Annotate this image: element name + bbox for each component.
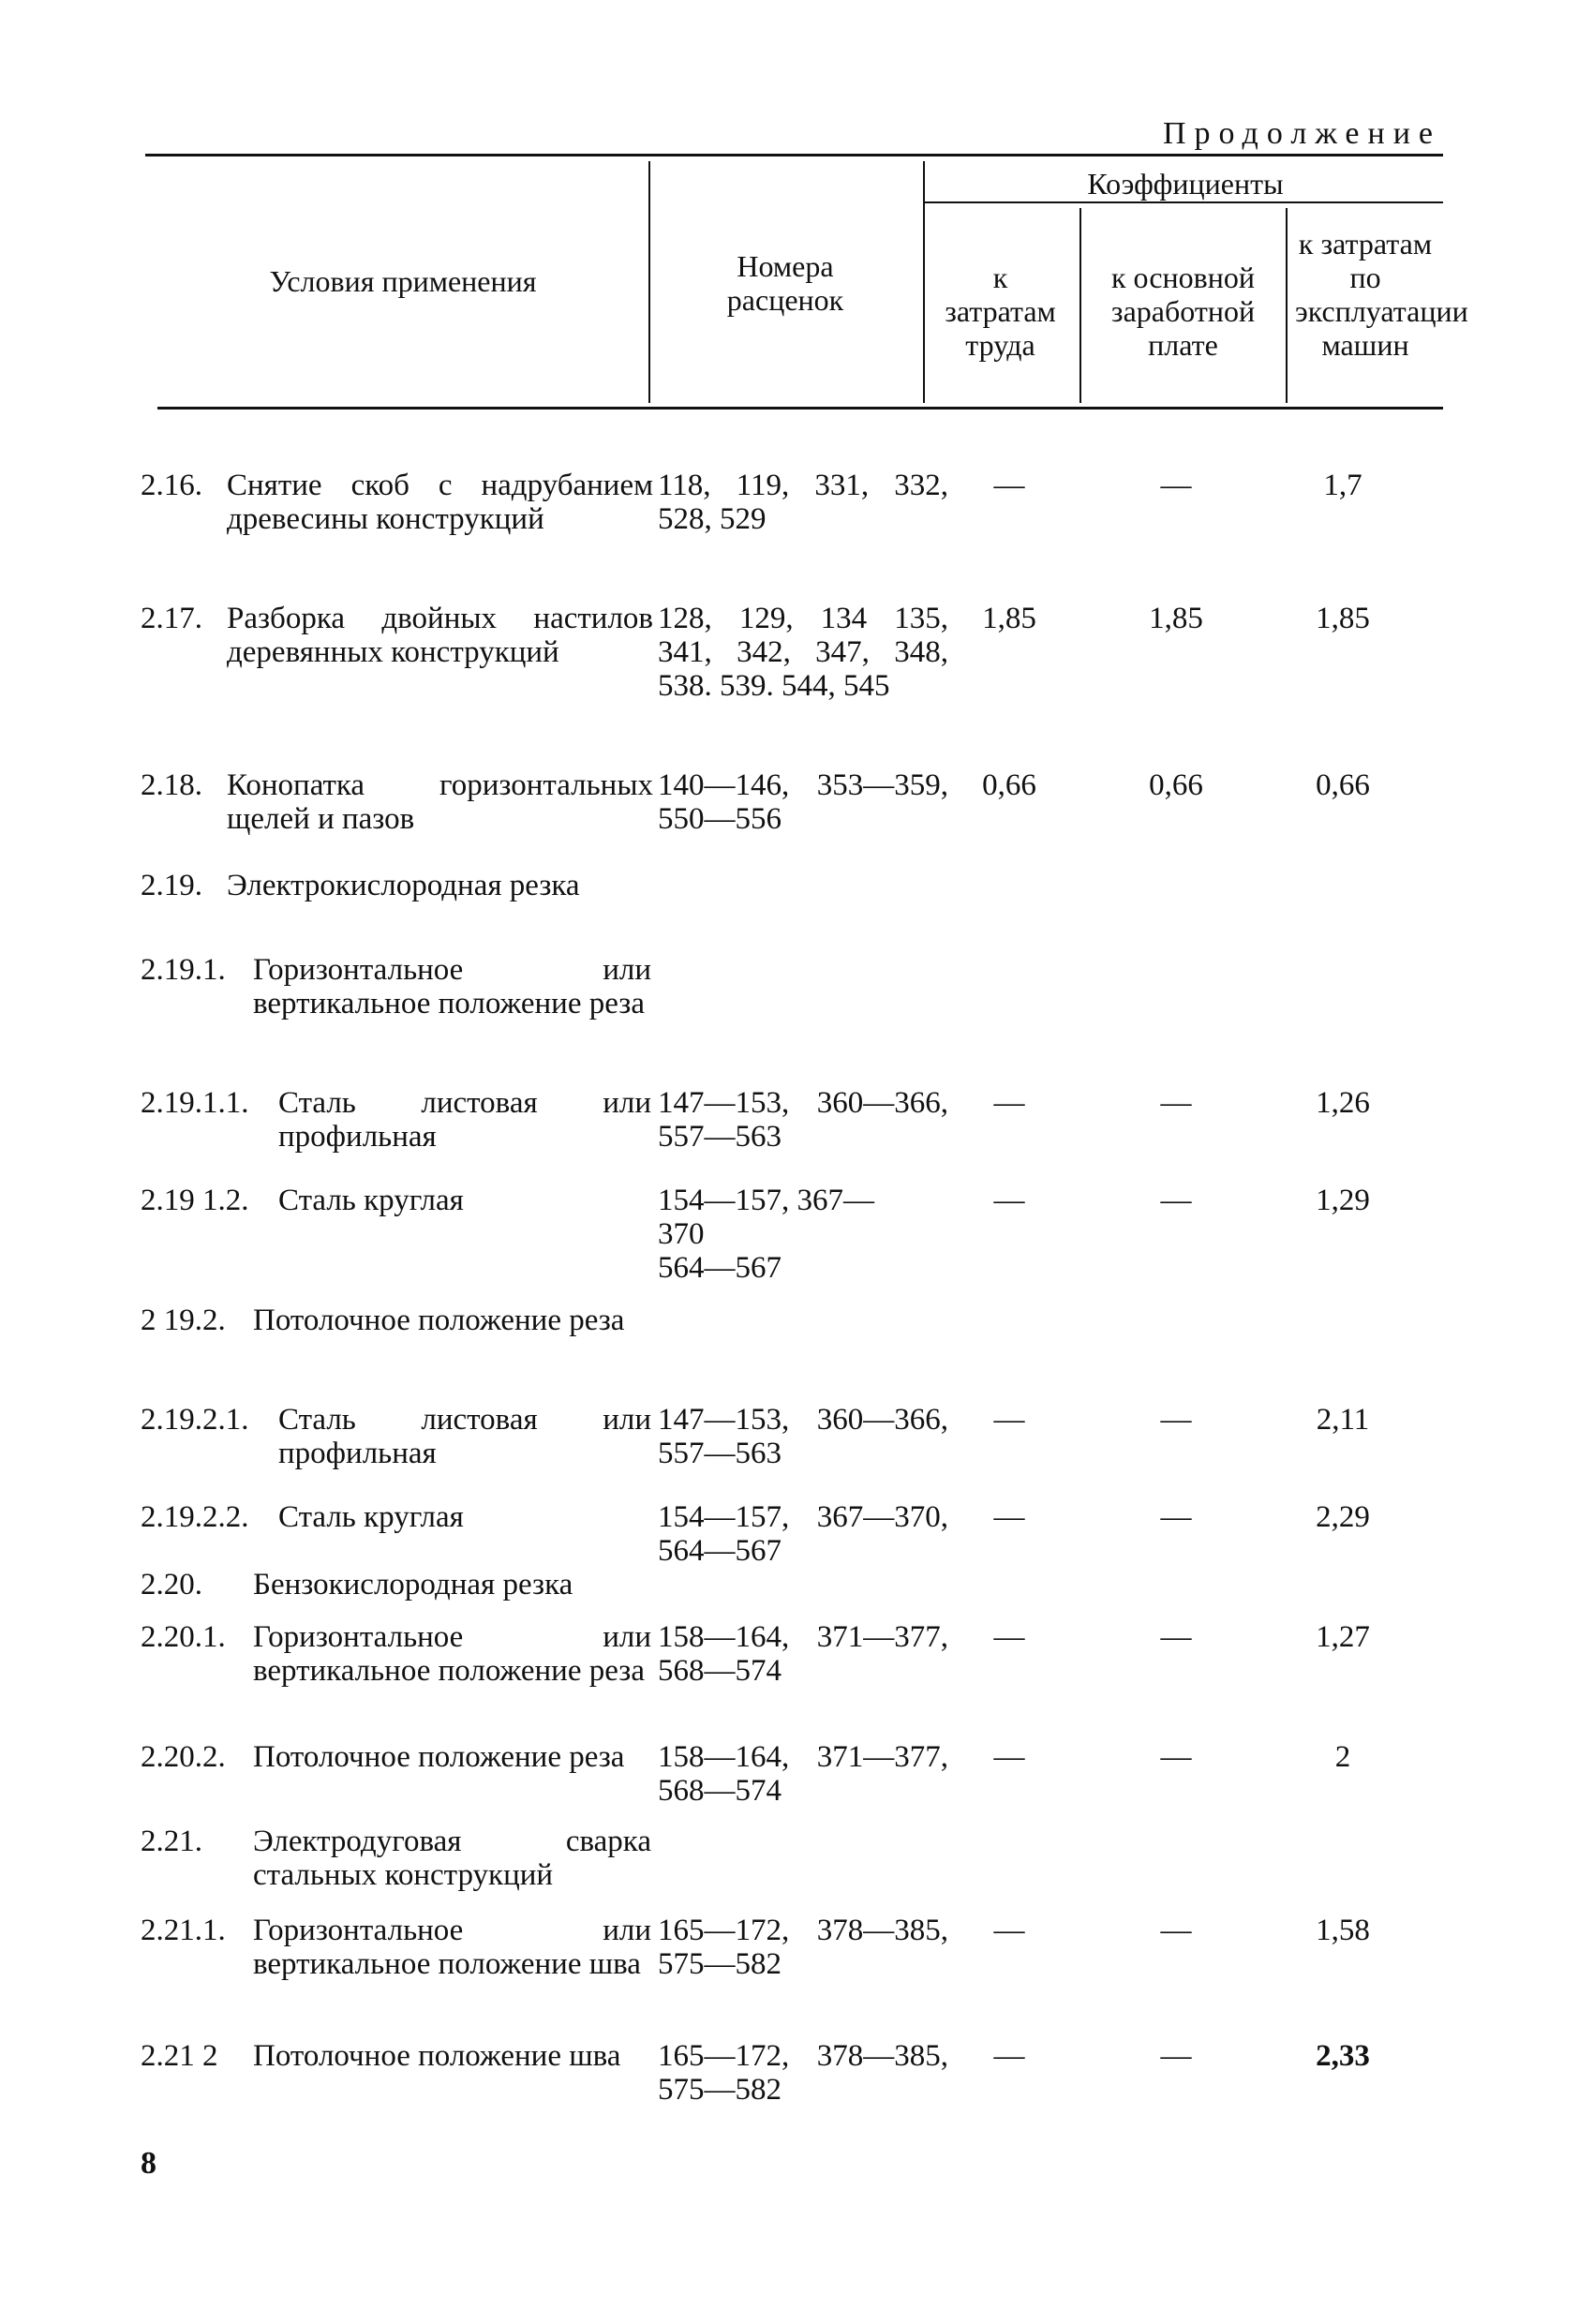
row-number: 2.19.1.1.	[141, 1086, 249, 1120]
row-number: 2.19.1.	[141, 953, 226, 987]
coef-wage: 1,85	[1149, 602, 1203, 635]
page-number: 8	[141, 2146, 156, 2181]
row-number: 2.20.2.	[141, 1740, 226, 1774]
coef-wage: —	[1160, 1500, 1192, 1534]
row-number: 2.21 2	[141, 2039, 218, 2073]
header-condition: Условия применения	[269, 264, 537, 298]
row-number: 2.19.2.2.	[141, 1500, 249, 1534]
row-number: 2.21.1.	[141, 1914, 226, 1947]
header-codes: Номера расценок	[726, 249, 844, 317]
header-wage: к основной заработной плате	[1110, 261, 1256, 362]
coef-labor: 1,85	[982, 602, 1036, 635]
table-row	[136, 1568, 1448, 1620]
row-condition: Электродуговая сварка стальных конструкций	[253, 1825, 651, 1892]
row-condition: Горизонтальное или вертикальное положение реза	[253, 1620, 651, 1688]
row-condition: Горизонтальное или вертикальное положение шва	[253, 1914, 651, 1981]
table-row	[136, 768, 1448, 869]
table-row	[136, 1304, 1448, 1403]
row-condition: Сталь круглая	[278, 1184, 464, 1217]
coef-labor: —	[993, 469, 1025, 502]
table-row	[136, 1740, 1448, 1825]
table-row	[136, 1914, 1448, 2039]
coef-machine: 1,58	[1316, 1914, 1370, 1947]
table-row	[136, 1825, 1448, 1914]
table-row	[136, 1086, 1448, 1184]
vline-3	[1079, 208, 1081, 403]
row-codes: 158—164, 371—377, 568—574	[658, 1740, 948, 1808]
coef-wage: —	[1160, 1184, 1192, 1217]
coef-wage: 0,66	[1149, 768, 1203, 802]
continuation-label: Продолжение	[1162, 116, 1441, 151]
coef-wage: —	[1160, 1086, 1192, 1120]
table-row	[136, 1620, 1448, 1740]
row-condition: Потолочное положение шва	[253, 2039, 621, 2073]
row-codes: 165—172, 378—385, 575—582	[658, 2039, 948, 2107]
table-row	[136, 469, 1448, 602]
row-number: 2.16.	[141, 469, 202, 502]
row-condition: Потолочное положение реза	[253, 1740, 625, 1774]
coef-machine: 1,7	[1323, 469, 1362, 502]
coef-wage: —	[1160, 1740, 1192, 1774]
coef-machine: 2	[1334, 1740, 1351, 1774]
coef-labor: —	[993, 1086, 1025, 1120]
coef-labor: —	[993, 1740, 1025, 1774]
coef-wage: —	[1160, 2039, 1192, 2073]
row-condition: Сталь круглая	[278, 1500, 464, 1534]
coef-labor: —	[993, 1403, 1025, 1437]
coef-labor: —	[993, 2039, 1025, 2073]
table-row	[136, 953, 1448, 1086]
table-row	[136, 2039, 1448, 2114]
row-codes: 147—153, 360—366, 557—563	[658, 1403, 948, 1470]
coef-labor: —	[993, 1500, 1025, 1534]
row-codes: 165—172, 378—385, 575—582	[658, 1914, 948, 1981]
table-row	[136, 602, 1448, 768]
coef-machine: 1,27	[1316, 1620, 1370, 1654]
header-coefficients: Коэффициенты	[1087, 167, 1284, 201]
row-number: 2.19 1.2.	[141, 1184, 249, 1217]
coef-machine: 2,29	[1316, 1500, 1370, 1534]
row-condition: Сталь листовая или профильная	[278, 1403, 651, 1470]
coef-wage: —	[1160, 1620, 1192, 1654]
row-number: 2.19.2.1.	[141, 1403, 249, 1437]
header-top-rule	[145, 154, 1443, 156]
coef-machine: 1,26	[1316, 1086, 1370, 1120]
row-condition: Бензокислородная резка	[253, 1568, 573, 1601]
row-condition: Разборка двойных настилов деревянных конструкций	[227, 602, 653, 669]
row-codes: 118, 119, 331, 332, 528, 529	[658, 469, 948, 536]
coef-machine: 1,29	[1316, 1184, 1370, 1217]
coef-wage: —	[1160, 1914, 1192, 1947]
row-number: 2 19.2.	[141, 1304, 226, 1337]
row-condition: Снятие скоб с надрубанием древесины конструкций	[227, 469, 653, 536]
coef-machine: 2,11	[1316, 1403, 1370, 1437]
vline-2	[923, 161, 925, 403]
coef-labor: 0,66	[982, 768, 1036, 802]
coef-machine: 1,85	[1316, 602, 1370, 635]
row-codes: 158—164, 371—377, 568—574	[658, 1620, 948, 1688]
row-condition: Потолочное положение реза	[253, 1304, 625, 1337]
header-labor: к затратам труда	[945, 261, 1056, 362]
coef-wage: —	[1160, 469, 1192, 502]
row-number: 2.20.1.	[141, 1620, 226, 1654]
table-row	[136, 1500, 1448, 1568]
table-row	[136, 1184, 1448, 1304]
coef-labor: —	[993, 1184, 1025, 1217]
row-number: 2.17.	[141, 602, 202, 635]
coef-machine: 0,66	[1316, 768, 1370, 802]
vline-4	[1286, 208, 1288, 403]
row-codes: 147—153, 360—366, 557—563	[658, 1086, 948, 1154]
row-number: 2.20.	[141, 1568, 202, 1601]
coeff-rule	[923, 201, 1443, 203]
row-codes: 128, 129, 134 135, 341, 342, 347, 348, 538. 539. 544, 545	[658, 602, 948, 703]
row-number: 2.21.	[141, 1825, 202, 1858]
vline-1	[648, 161, 650, 403]
row-codes: 154—157, 367—370, 564—567	[658, 1500, 948, 1568]
row-number: 2.19.	[141, 869, 202, 902]
coef-machine: 2,33	[1316, 2039, 1370, 2073]
row-condition: Электрокислородная резка	[227, 869, 580, 902]
coef-labor: —	[993, 1914, 1025, 1947]
table-body	[136, 469, 1448, 2114]
coef-labor: —	[993, 1620, 1025, 1654]
row-codes: 154—157, 367— 370 564—567	[658, 1184, 874, 1285]
row-codes: 140—146, 353—359, 550—556	[658, 768, 948, 836]
row-condition: Горизонтальное или вертикальное положение реза	[253, 953, 651, 1020]
table-row	[136, 869, 1448, 953]
coef-wage: —	[1160, 1403, 1192, 1437]
header-machine: к затратам по эксплуатации машин	[1295, 227, 1468, 362]
header-bottom-rule	[157, 407, 1443, 410]
table-row	[136, 1403, 1448, 1500]
row-condition: Конопатка горизонтальных щелей и пазов	[227, 768, 653, 836]
row-number: 2.18.	[141, 768, 202, 802]
row-condition: Сталь листовая или профильная	[278, 1086, 651, 1154]
